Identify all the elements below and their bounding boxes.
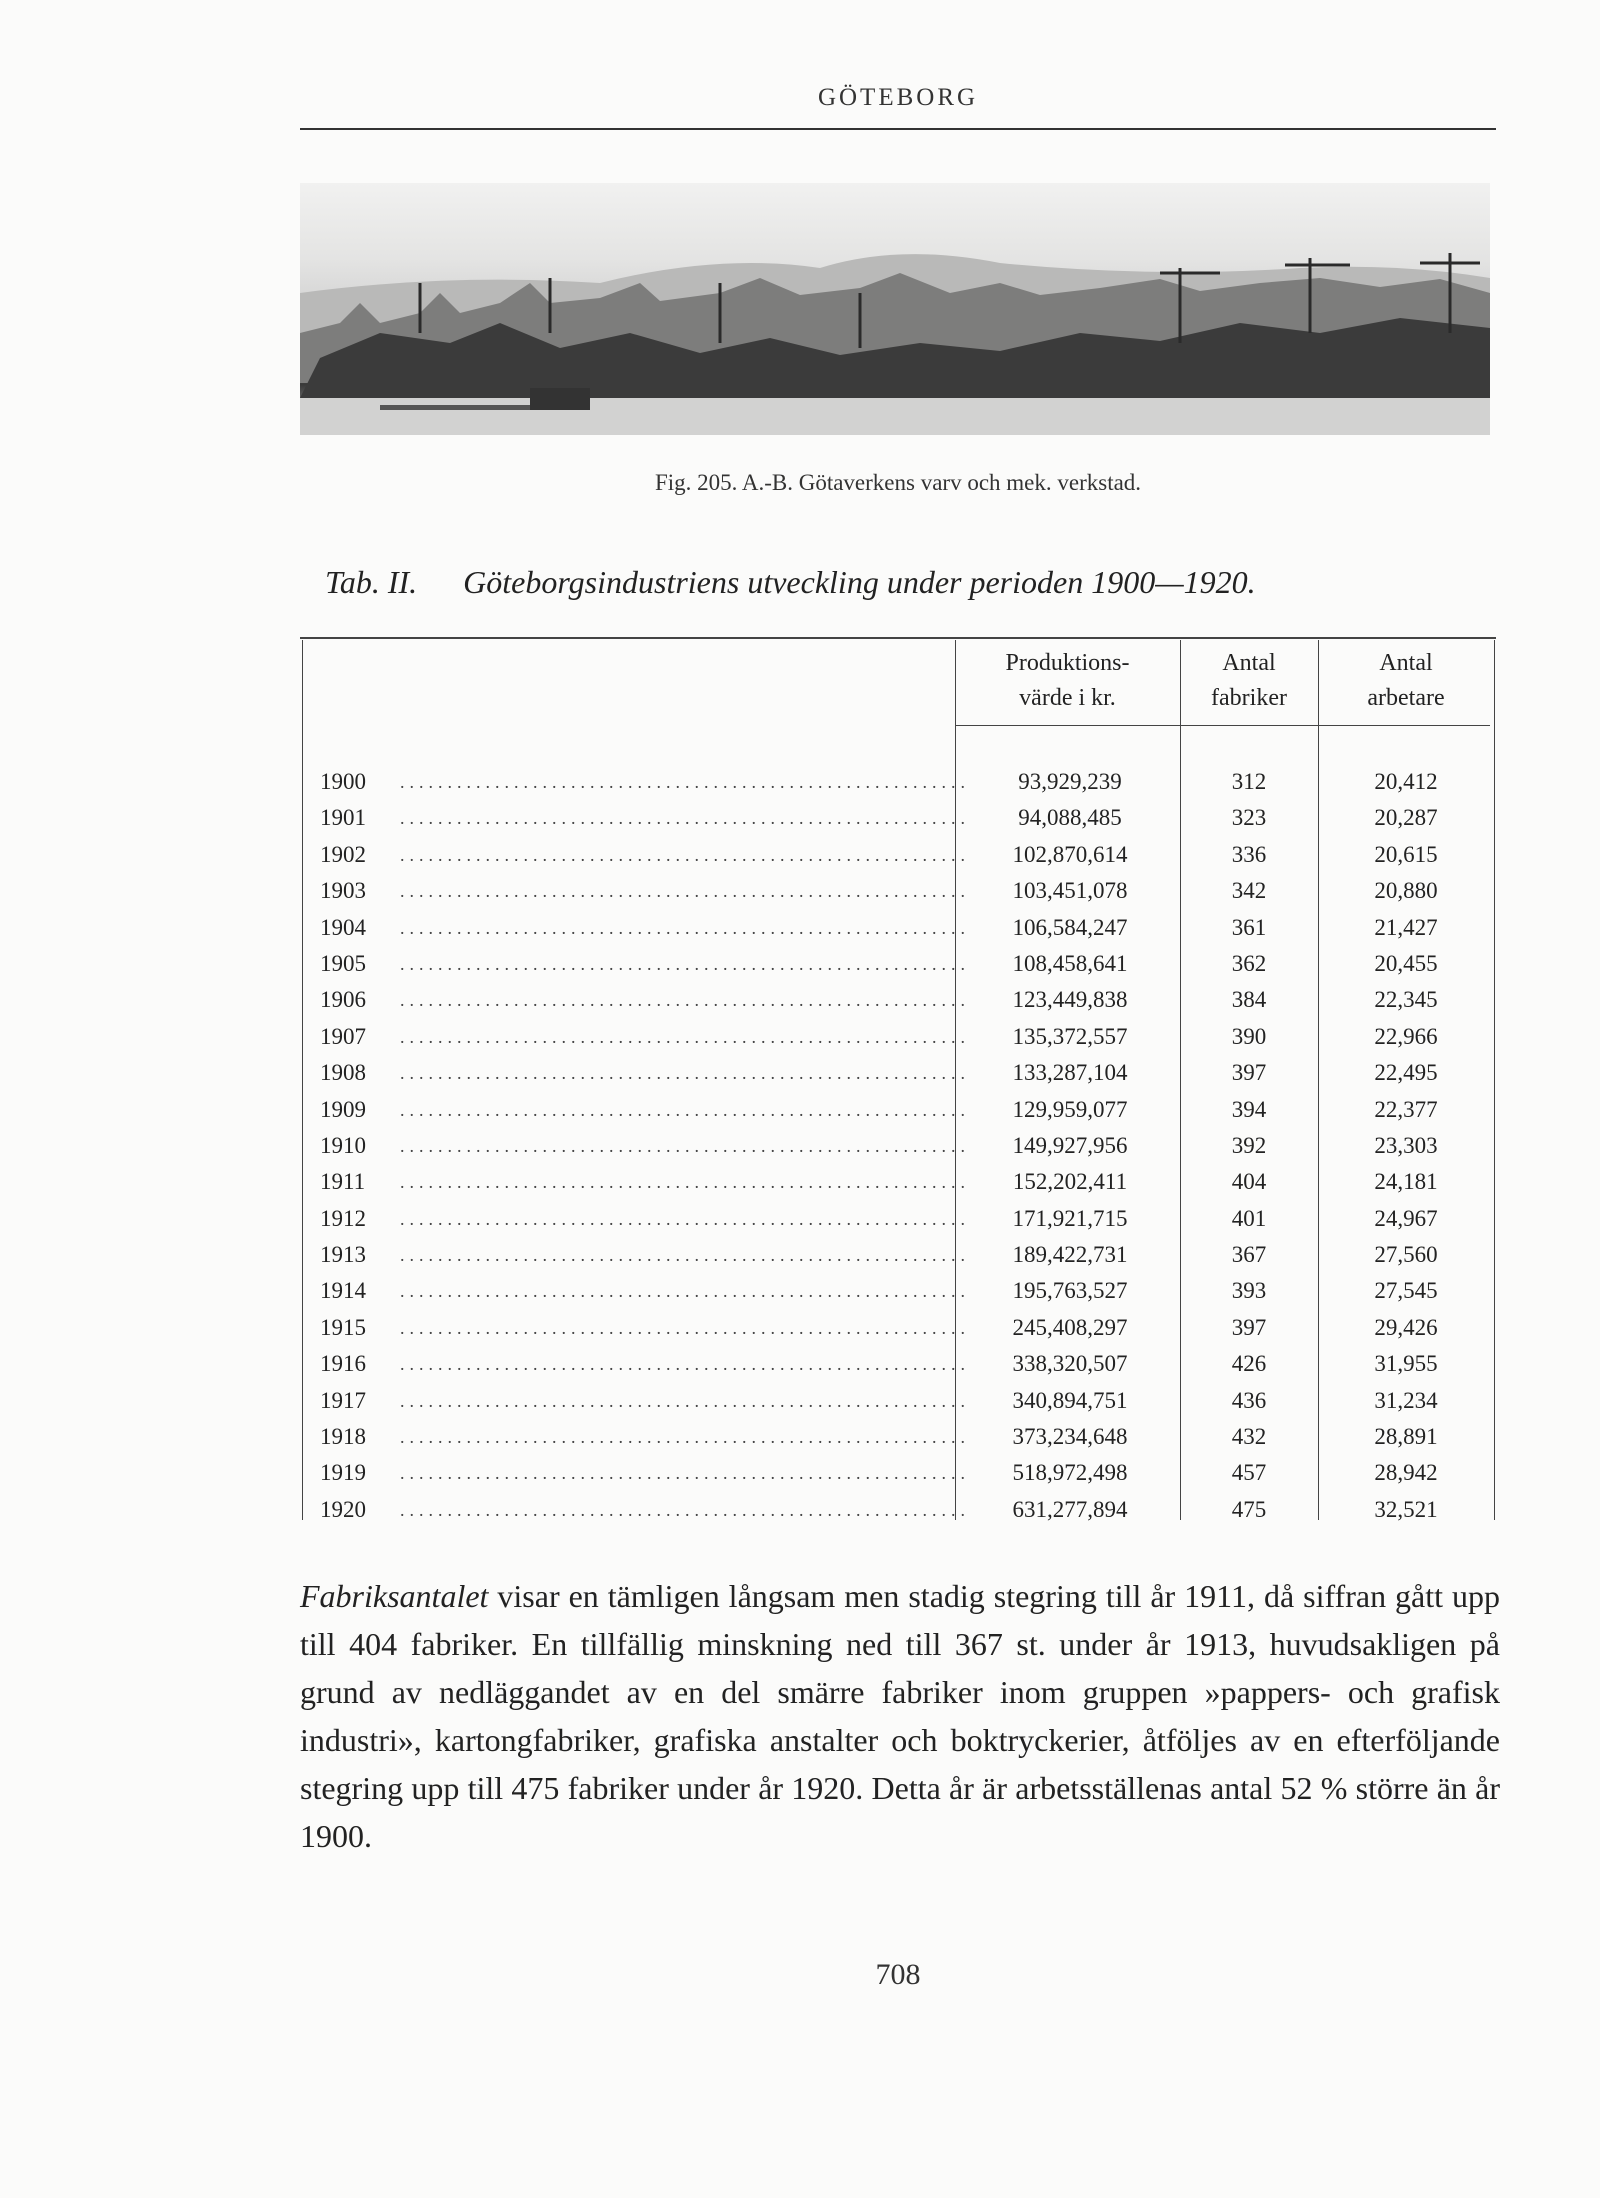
shipyard-photo-icon xyxy=(300,183,1490,435)
row-factories: 397 xyxy=(1231,1060,1267,1086)
row-workers: 20,455 xyxy=(1374,950,1438,976)
row-production-value: 340,894,751 xyxy=(1012,1387,1128,1413)
row-factories: 336 xyxy=(1231,841,1267,867)
row-factories: 457 xyxy=(1231,1460,1267,1486)
table-row xyxy=(320,837,1480,873)
row-factories: 342 xyxy=(1231,878,1267,904)
row-factories: 393 xyxy=(1231,1278,1267,1304)
row-year: 1903 xyxy=(320,878,366,904)
row-leader-dots: ............................................................ xyxy=(400,953,970,974)
row-workers: 21,427 xyxy=(1374,914,1438,940)
row-production-value: 135,372,557 xyxy=(1012,1023,1128,1049)
table-row xyxy=(320,1019,1480,1055)
row-year: 1900 xyxy=(320,769,366,794)
row-year: 1904 xyxy=(320,914,366,940)
row-workers: 20,880 xyxy=(1374,878,1438,904)
row-production-value: 373,234,648 xyxy=(1012,1424,1128,1450)
row-factories: 367 xyxy=(1231,1242,1267,1268)
row-leader-dots: ............................................................ xyxy=(400,1172,970,1193)
table-row xyxy=(320,946,1480,982)
row-workers: 28,891 xyxy=(1374,1424,1438,1450)
row-production-value: 245,408,297 xyxy=(1012,1314,1128,1340)
table-row xyxy=(320,1164,1480,1200)
row-workers: 22,345 xyxy=(1374,987,1438,1013)
table-row xyxy=(320,1201,1480,1237)
table-label: Tab. II. xyxy=(325,564,418,600)
row-workers: 23,303 xyxy=(1374,1132,1438,1158)
table-row xyxy=(320,1237,1480,1273)
row-year: 1919 xyxy=(320,1460,366,1486)
row-year: 1911 xyxy=(320,1169,366,1195)
row-year: 1902 xyxy=(320,841,366,867)
table-row xyxy=(320,910,1480,946)
row-production-value: 171,921,715 xyxy=(1012,1205,1128,1231)
row-production-value: 338,320,507 xyxy=(1012,1351,1128,1377)
table-row xyxy=(320,1092,1480,1128)
row-year: 1906 xyxy=(320,987,366,1013)
row-factories: 426 xyxy=(1231,1351,1267,1377)
row-year: 1917 xyxy=(320,1387,366,1413)
row-production-value: 129,959,077 xyxy=(1012,1096,1128,1122)
row-leader-dots: ............................................................ xyxy=(400,1463,970,1484)
row-factories: 392 xyxy=(1231,1132,1267,1158)
table-row xyxy=(320,1383,1480,1419)
table-row xyxy=(320,1128,1480,1164)
row-production-value: 106,584,247 xyxy=(1012,914,1128,940)
table-row xyxy=(320,982,1480,1018)
row-production-value: 93,929,239 xyxy=(1018,769,1122,794)
row-workers: 20,615 xyxy=(1374,841,1438,867)
row-year: 1920 xyxy=(320,1496,366,1522)
row-production-value: 133,287,104 xyxy=(1012,1060,1128,1086)
row-workers: 27,545 xyxy=(1374,1278,1438,1304)
row-factories: 323 xyxy=(1231,805,1267,831)
row-leader-dots: ............................................................ xyxy=(400,1135,970,1156)
row-production-value: 152,202,411 xyxy=(1012,1169,1128,1195)
table-row xyxy=(320,873,1480,909)
row-year: 1913 xyxy=(320,1242,366,1268)
row-factories: 401 xyxy=(1231,1205,1267,1231)
row-year: 1912 xyxy=(320,1205,366,1231)
row-leader-dots: ............................................................ xyxy=(400,1026,970,1047)
table-title xyxy=(300,564,1496,601)
row-production-value: 108,458,641 xyxy=(1012,950,1128,976)
row-leader-dots: ............................................................ xyxy=(400,881,970,902)
table-row xyxy=(320,1273,1480,1309)
row-workers: 20,287 xyxy=(1374,805,1438,831)
row-leader-dots: ............................................................ xyxy=(400,1354,970,1375)
header-bottom-rule xyxy=(955,725,1490,726)
row-production-value: 189,422,731 xyxy=(1012,1242,1128,1268)
row-leader-dots: ............................................................ xyxy=(400,917,970,938)
table-right-border xyxy=(1494,640,1495,1520)
row-year: 1905 xyxy=(320,950,366,976)
row-year: 1914 xyxy=(320,1278,366,1304)
table-row xyxy=(320,764,1480,800)
row-workers: 22,966 xyxy=(1374,1023,1438,1049)
figure-caption: Fig. 205. A.-B. Götaverkens varv och mek. verkstad. xyxy=(654,470,1142,495)
header-factories: Antal fabriker xyxy=(1211,650,1287,711)
row-production-value: 631,277,894 xyxy=(1012,1496,1128,1522)
row-leader-dots: ............................................................ xyxy=(400,1063,970,1084)
row-factories: 384 xyxy=(1231,987,1267,1013)
row-production-value: 94,088,485 xyxy=(1018,805,1122,831)
row-factories: 397 xyxy=(1231,1314,1267,1340)
table-body xyxy=(320,764,1480,1528)
row-production-value: 103,451,078 xyxy=(1012,878,1128,904)
table-left-border xyxy=(302,640,303,1520)
row-year: 1901 xyxy=(320,805,366,831)
table-row xyxy=(320,1346,1480,1382)
row-workers: 31,234 xyxy=(1374,1387,1438,1413)
row-workers: 24,967 xyxy=(1374,1205,1438,1231)
header-production-value: Produktions- värde i kr. xyxy=(1005,650,1130,711)
row-leader-dots: ............................................................ xyxy=(400,772,970,792)
header-workers: Antal arbetare xyxy=(1367,650,1445,711)
row-factories: 362 xyxy=(1231,950,1267,976)
row-factories: 432 xyxy=(1231,1424,1267,1450)
row-leader-dots: ............................................................ xyxy=(400,1427,970,1448)
row-leader-dots: ............................................................ xyxy=(400,1281,970,1302)
row-year: 1909 xyxy=(320,1096,366,1122)
table-top-rule xyxy=(300,637,1496,639)
row-workers: 24,181 xyxy=(1374,1169,1438,1195)
row-production-value: 195,763,527 xyxy=(1012,1278,1128,1304)
row-workers: 22,495 xyxy=(1374,1060,1438,1086)
row-workers: 28,942 xyxy=(1374,1460,1438,1486)
body-paragraph xyxy=(300,1572,1500,1860)
row-production-value: 149,927,956 xyxy=(1012,1132,1128,1158)
row-factories: 394 xyxy=(1231,1096,1267,1122)
table-row xyxy=(320,800,1480,836)
row-factories: 312 xyxy=(1231,769,1267,794)
paragraph-lead: Fabriksantalet xyxy=(300,1578,489,1614)
page-number: 708 xyxy=(875,1958,921,1991)
row-leader-dots: ............................................................ xyxy=(400,844,970,865)
row-year: 1918 xyxy=(320,1424,366,1450)
row-factories: 390 xyxy=(1231,1023,1267,1049)
row-workers: 31,955 xyxy=(1374,1351,1438,1377)
row-workers: 22,377 xyxy=(1374,1096,1438,1122)
row-production-value: 102,870,614 xyxy=(1012,841,1128,867)
row-leader-dots: ............................................................ xyxy=(400,1099,970,1120)
row-leader-dots: ............................................................ xyxy=(400,1245,970,1266)
row-leader-dots: ............................................................ xyxy=(400,808,970,829)
row-year: 1907 xyxy=(320,1023,366,1049)
row-leader-dots: ............................................................ xyxy=(400,1317,970,1338)
row-leader-dots: ............................................................ xyxy=(400,1390,970,1411)
row-year: 1908 xyxy=(320,1060,366,1086)
table-row xyxy=(320,1310,1480,1346)
table-row xyxy=(320,1492,1480,1528)
shipyard-photo xyxy=(300,183,1490,435)
table-row xyxy=(320,1455,1480,1491)
table-row xyxy=(320,1055,1480,1091)
row-workers: 29,426 xyxy=(1374,1314,1438,1340)
row-leader-dots: ............................................................ xyxy=(400,1208,970,1229)
row-year: 1910 xyxy=(320,1132,366,1158)
table-row xyxy=(320,1419,1480,1455)
row-year: 1916 xyxy=(320,1351,366,1377)
row-year: 1915 xyxy=(320,1314,366,1340)
row-factories: 475 xyxy=(1231,1496,1267,1522)
row-workers: 20,412 xyxy=(1374,769,1438,794)
row-factories: 404 xyxy=(1231,1169,1267,1195)
row-workers: 27,560 xyxy=(1374,1242,1438,1268)
row-leader-dots: ............................................................ xyxy=(400,1499,970,1520)
paragraph-text: visar en tämligen långsam men stadig stegring till år 1911, då siffran gått upp till 404 fabriker. En tillfällig minskning ned till 367 st. under år 1913, huvudsakligen på grund av nedläggandet av en del smärre fabriker inom gruppen »pappers- och grafisk industri», kartongfabriker, grafiska anstalter och boktryckerier, åtföljes av en efterföljande stegring upp till 475 fabriker under år 1920. Detta år är arbetsställenas antal 52 % större än år 1900. xyxy=(300,1578,1500,1854)
row-production-value: 123,449,838 xyxy=(1012,987,1128,1013)
header-rule xyxy=(300,128,1496,130)
row-production-value: 518,972,498 xyxy=(1012,1460,1128,1486)
row-workers: 32,521 xyxy=(1374,1496,1438,1522)
row-factories: 361 xyxy=(1231,914,1267,940)
row-factories: 436 xyxy=(1231,1387,1267,1413)
row-leader-dots: ............................................................ xyxy=(400,990,970,1011)
running-head: GÖTEBORG xyxy=(817,84,979,111)
table-title-text: Göteborgsindustriens utveckling under perioden 1900—1920. xyxy=(463,564,1256,600)
